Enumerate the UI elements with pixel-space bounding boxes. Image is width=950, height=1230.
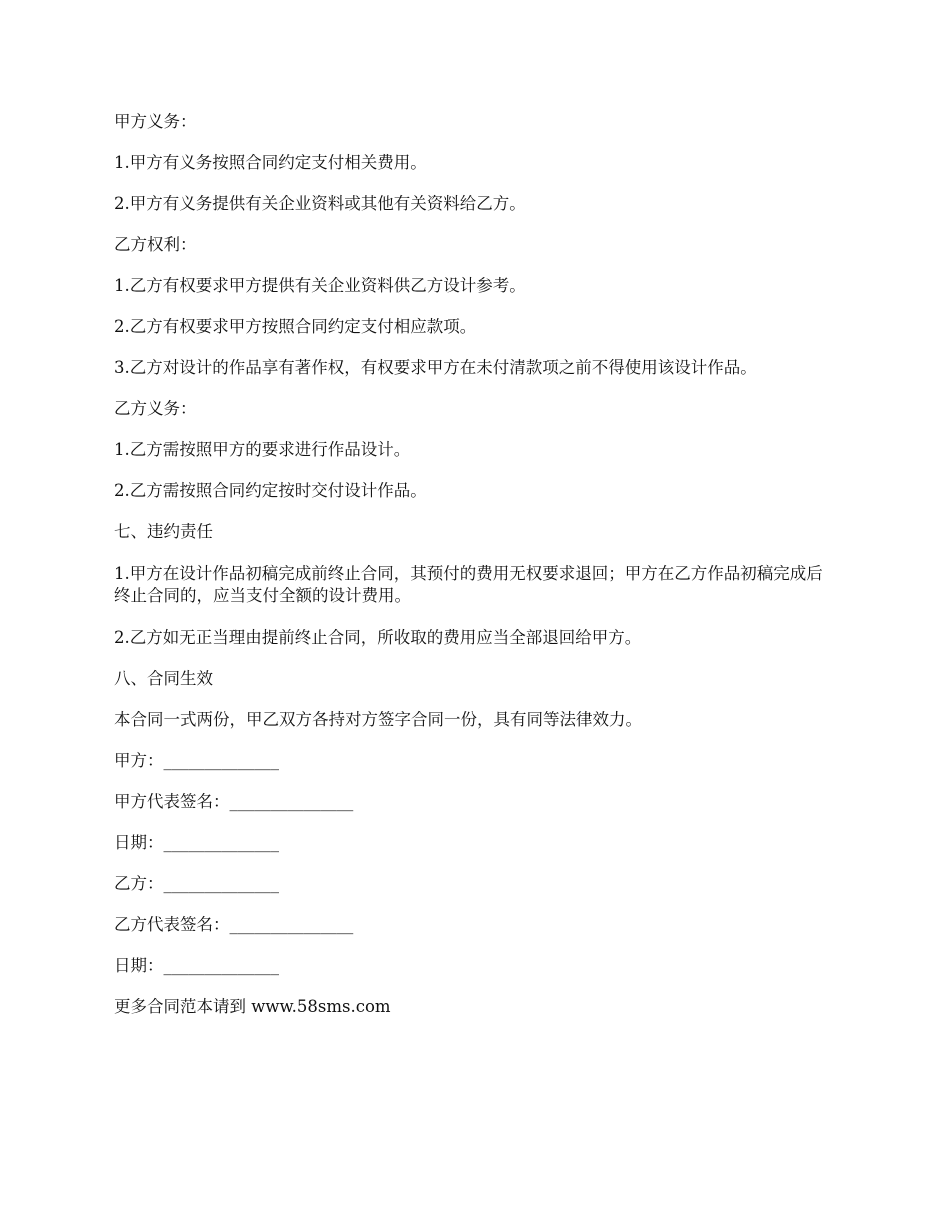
liability-2: 2.乙方如无正当理由提前终止合同，所收取的费用应当全部退回给甲方。 <box>114 628 642 647</box>
section-7-heading: 七、违约责任 <box>114 522 213 541</box>
party-a-date-line: 日期：______________ <box>114 833 279 852</box>
party-b-signature-line: 乙方：______________ <box>114 874 279 893</box>
party-a-signature-line: 甲方：______________ <box>114 751 279 770</box>
section-8-heading: 八、合同生效 <box>114 669 213 688</box>
party-b-representative-signature-line: 乙方代表签名：_______________ <box>114 915 354 934</box>
document-body <box>114 112 839 1038</box>
party-b-obligation-1: 1.乙方需按照甲方的要求进行作品设计。 <box>114 440 411 459</box>
party-b-obligation-2: 2.乙方需按照合同约定按时交付设计作品。 <box>114 481 427 500</box>
party-b-right-3: 3.乙方对设计的作品享有著作权，有权要求甲方在未付清款项之前不得使用该设计作品。 <box>114 358 757 377</box>
footer-note: 更多合同范本请到 www.58sms.com <box>114 997 391 1016</box>
party-a-obligation-1: 1.甲方有义务按照合同约定支付相关费用。 <box>114 153 427 172</box>
liability-1: 1.甲方在设计作品初稿完成前终止合同，其预付的费用无权要求退回；甲方在乙方作品初稿完成后终止合同的，应当支付全额的设计费用。 <box>114 564 823 605</box>
party-a-representative-signature-line: 甲方代表签名：_______________ <box>114 792 354 811</box>
party-a-obligations-heading: 甲方义务： <box>114 112 197 131</box>
effectiveness-text: 本合同一式两份，甲乙双方各持对方签字合同一份，具有同等法律效力。 <box>114 710 642 729</box>
party-a-obligation-2: 2.甲方有义务提供有关企业资料或其他有关资料给乙方。 <box>114 194 526 213</box>
party-b-right-1: 1.乙方有权要求甲方提供有关企业资料供乙方设计参考。 <box>114 276 526 295</box>
party-b-obligations-heading: 乙方义务： <box>114 399 197 418</box>
party-b-right-2: 2.乙方有权要求甲方按照合同约定支付相应款项。 <box>114 317 477 336</box>
party-b-date-line: 日期：______________ <box>114 956 279 975</box>
party-b-rights-heading: 乙方权利： <box>114 235 197 254</box>
